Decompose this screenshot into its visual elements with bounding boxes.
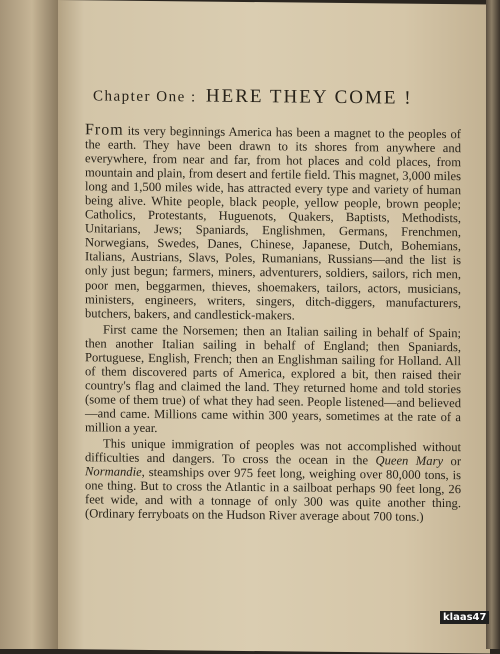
chapter-heading <box>93 84 461 110</box>
left-page-edge <box>0 0 58 649</box>
paragraph-2: First came the Norsemen; then an Italian sailing in behalf of Spain; then another Italian sailing in behalf of England; then Spaniards, Portuguese, English, French; then an Englishman sailing for Holland. All of them discovered parts of America, explored a bit, then raised their country's flag and claimed the land. They returned home and told stories (some of them true) of what they had seen. People listened—and believed—and came. Millions came within 300 years, sometimes at the rate of a million a year. <box>85 322 461 436</box>
drop-cap-word: From <box>85 121 124 139</box>
chapter-title: HERE THEY COME ! <box>205 85 413 109</box>
chapter-label: Chapter One : <box>93 88 197 106</box>
ship-name-queen-mary: Queen Mary <box>375 453 444 469</box>
page-content <box>85 84 461 524</box>
book-page <box>58 0 490 654</box>
paragraph-3-text-start: This unique immigration of peoples was not accomplished without difficulties and dangers. To cross the ocean in the <box>85 436 461 468</box>
body-text <box>85 123 461 524</box>
right-page-edge <box>486 0 500 649</box>
paragraph-3-text-mid: or <box>443 454 462 469</box>
paragraph-3 <box>85 436 461 524</box>
watermark: klaas47 <box>440 611 489 624</box>
ship-name-normandie: Normandie <box>85 464 142 480</box>
paragraph-1 <box>85 123 461 324</box>
paragraph-1-text: its very beginnings America has been a magnet to the peoples of the earth. They have been drawn to its shores from anywhere and everywhere, from near and far, from hot places and cold places, from mountain and plain, from desert and fertile field. This magnet, 3,000 miles long and 1,500 miles wide, has attracted every type and variety of human being alive. White people, black people, yellow people, brown people; Catholics, Protestants, Huguenots, Quakers, Baptists, Methodists, Unitarians, Jews; Spaniards, Englishmen, Germans, Frenchmen, Norwegians, Swedes, Danes, Chinese, Japanese, Dutch, Bohemians, Italians, Austrians, Slavs, Poles, Rumanians, Russians—and the list is only just begun; farmers, miners, adventurers, soldiers, sailors, rich men, poor men, beggarmen, thieves, shoemakers, tailors, actors, musicians, ministers, engineers, writers, singers, ditch-diggers, manufacturers, butchers, bakers, and candlestick-makers. <box>85 123 461 323</box>
paragraph-3-text-end: , steamships over 975 feet long, weighing over 80,000 tons, is one thing. But to cross the Atlantic in a sailboat perhaps 90 feet long, 26 feet wide, and with a tonnage of only 300 was quite another thing. (Ordinary ferryboats on the Hudson River average about 700 tons.) <box>85 465 461 525</box>
